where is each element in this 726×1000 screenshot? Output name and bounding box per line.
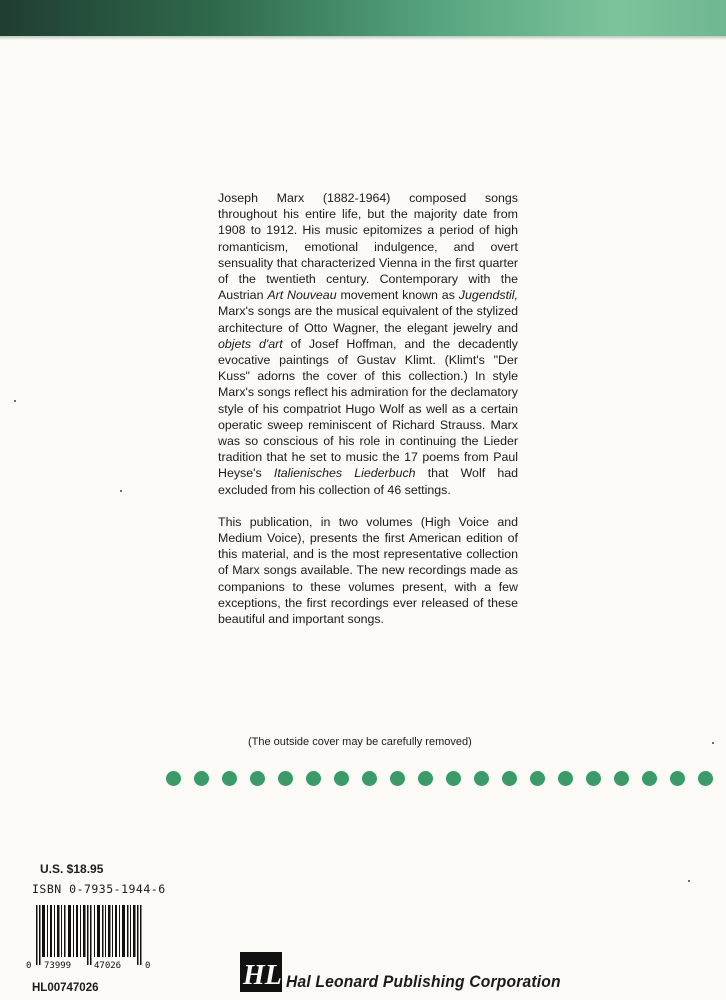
paragraph-1: Joseph Marx (1882-1964) composed songs throughout his entire life, but the majority date from 1908 to 1912. His music epitomizes a period of high romanticism, emotional indulgence, and overt sensuality that characterized Vienna in the first quarter of the twentieth century. Contemporary with the Austrian Art Nouveau movement known as Jugendstil, Marx's songs are the musical equivalent of the stylized architecture of Otto Wagner, the elegant jewelry and objets d'art of Josef Hoffman, and the decadently evocative paintings of Gustav Klimt. (Klimt's "Der Kuss" adorns the cover of this collection.) In style Marx's songs reflect his admiration for the declamatory style of his compatriot Hugo Wolf as well as a certain operatic sweep reminiscent of Richard Strauss. Marx was so conscious of his role in continuing the Lieder tradition that he set to music the 17 poems from Paul Heyse's Italienisches Liederbuch that Wolf had excluded from his collection of 46 settings. xyxy=(218,191,519,497)
dot xyxy=(222,771,237,786)
dot xyxy=(558,771,573,786)
barcode xyxy=(24,905,154,971)
removal-note: (The outside cover may be carefully removed) xyxy=(248,736,472,748)
dot xyxy=(698,771,713,786)
speck xyxy=(688,880,690,882)
hl-number: HL00747026 xyxy=(32,982,99,994)
dot xyxy=(446,771,461,786)
dot xyxy=(334,771,349,786)
dot xyxy=(250,771,265,786)
dot xyxy=(278,771,293,786)
speck xyxy=(712,742,714,744)
description-text xyxy=(218,190,518,627)
logo-letters: HL xyxy=(243,960,282,991)
dot xyxy=(306,771,321,786)
dot xyxy=(530,771,545,786)
dot xyxy=(194,771,209,786)
dot xyxy=(418,771,433,786)
barcode-bars xyxy=(36,905,142,965)
barcode-digits-group1: 73999 xyxy=(44,961,72,971)
dot xyxy=(614,771,629,786)
barcode-digit-left: 0 xyxy=(26,961,32,971)
publisher-name: Hal Leonard Publishing Corporation xyxy=(286,972,561,991)
dot xyxy=(166,771,181,786)
speck xyxy=(14,400,16,402)
barcode-digits-group2: 47026 xyxy=(94,961,122,971)
dot xyxy=(390,771,405,786)
dot xyxy=(642,771,657,786)
dot xyxy=(362,771,377,786)
paragraph-2: This publication, in two volumes (High Voice and Medium Voice), presents the first American edition of this material, and is the most representative collection of Marx songs available. The new recordings made as companions to these volumes present, with a few exceptions, the first recordings ever released of these beautiful and important songs. xyxy=(218,514,518,627)
hal-leonard-logo xyxy=(240,950,284,994)
dot xyxy=(474,771,489,786)
dot xyxy=(670,771,685,786)
price: U.S. $18.95 xyxy=(40,862,104,876)
dot-row xyxy=(160,771,726,787)
top-color-band xyxy=(0,0,726,36)
isbn: ISBN 0-7935-1944-6 xyxy=(32,882,166,896)
dot xyxy=(586,771,601,786)
speck xyxy=(120,490,122,492)
barcode-digit-right: 0 xyxy=(145,961,151,971)
dot xyxy=(502,771,517,786)
